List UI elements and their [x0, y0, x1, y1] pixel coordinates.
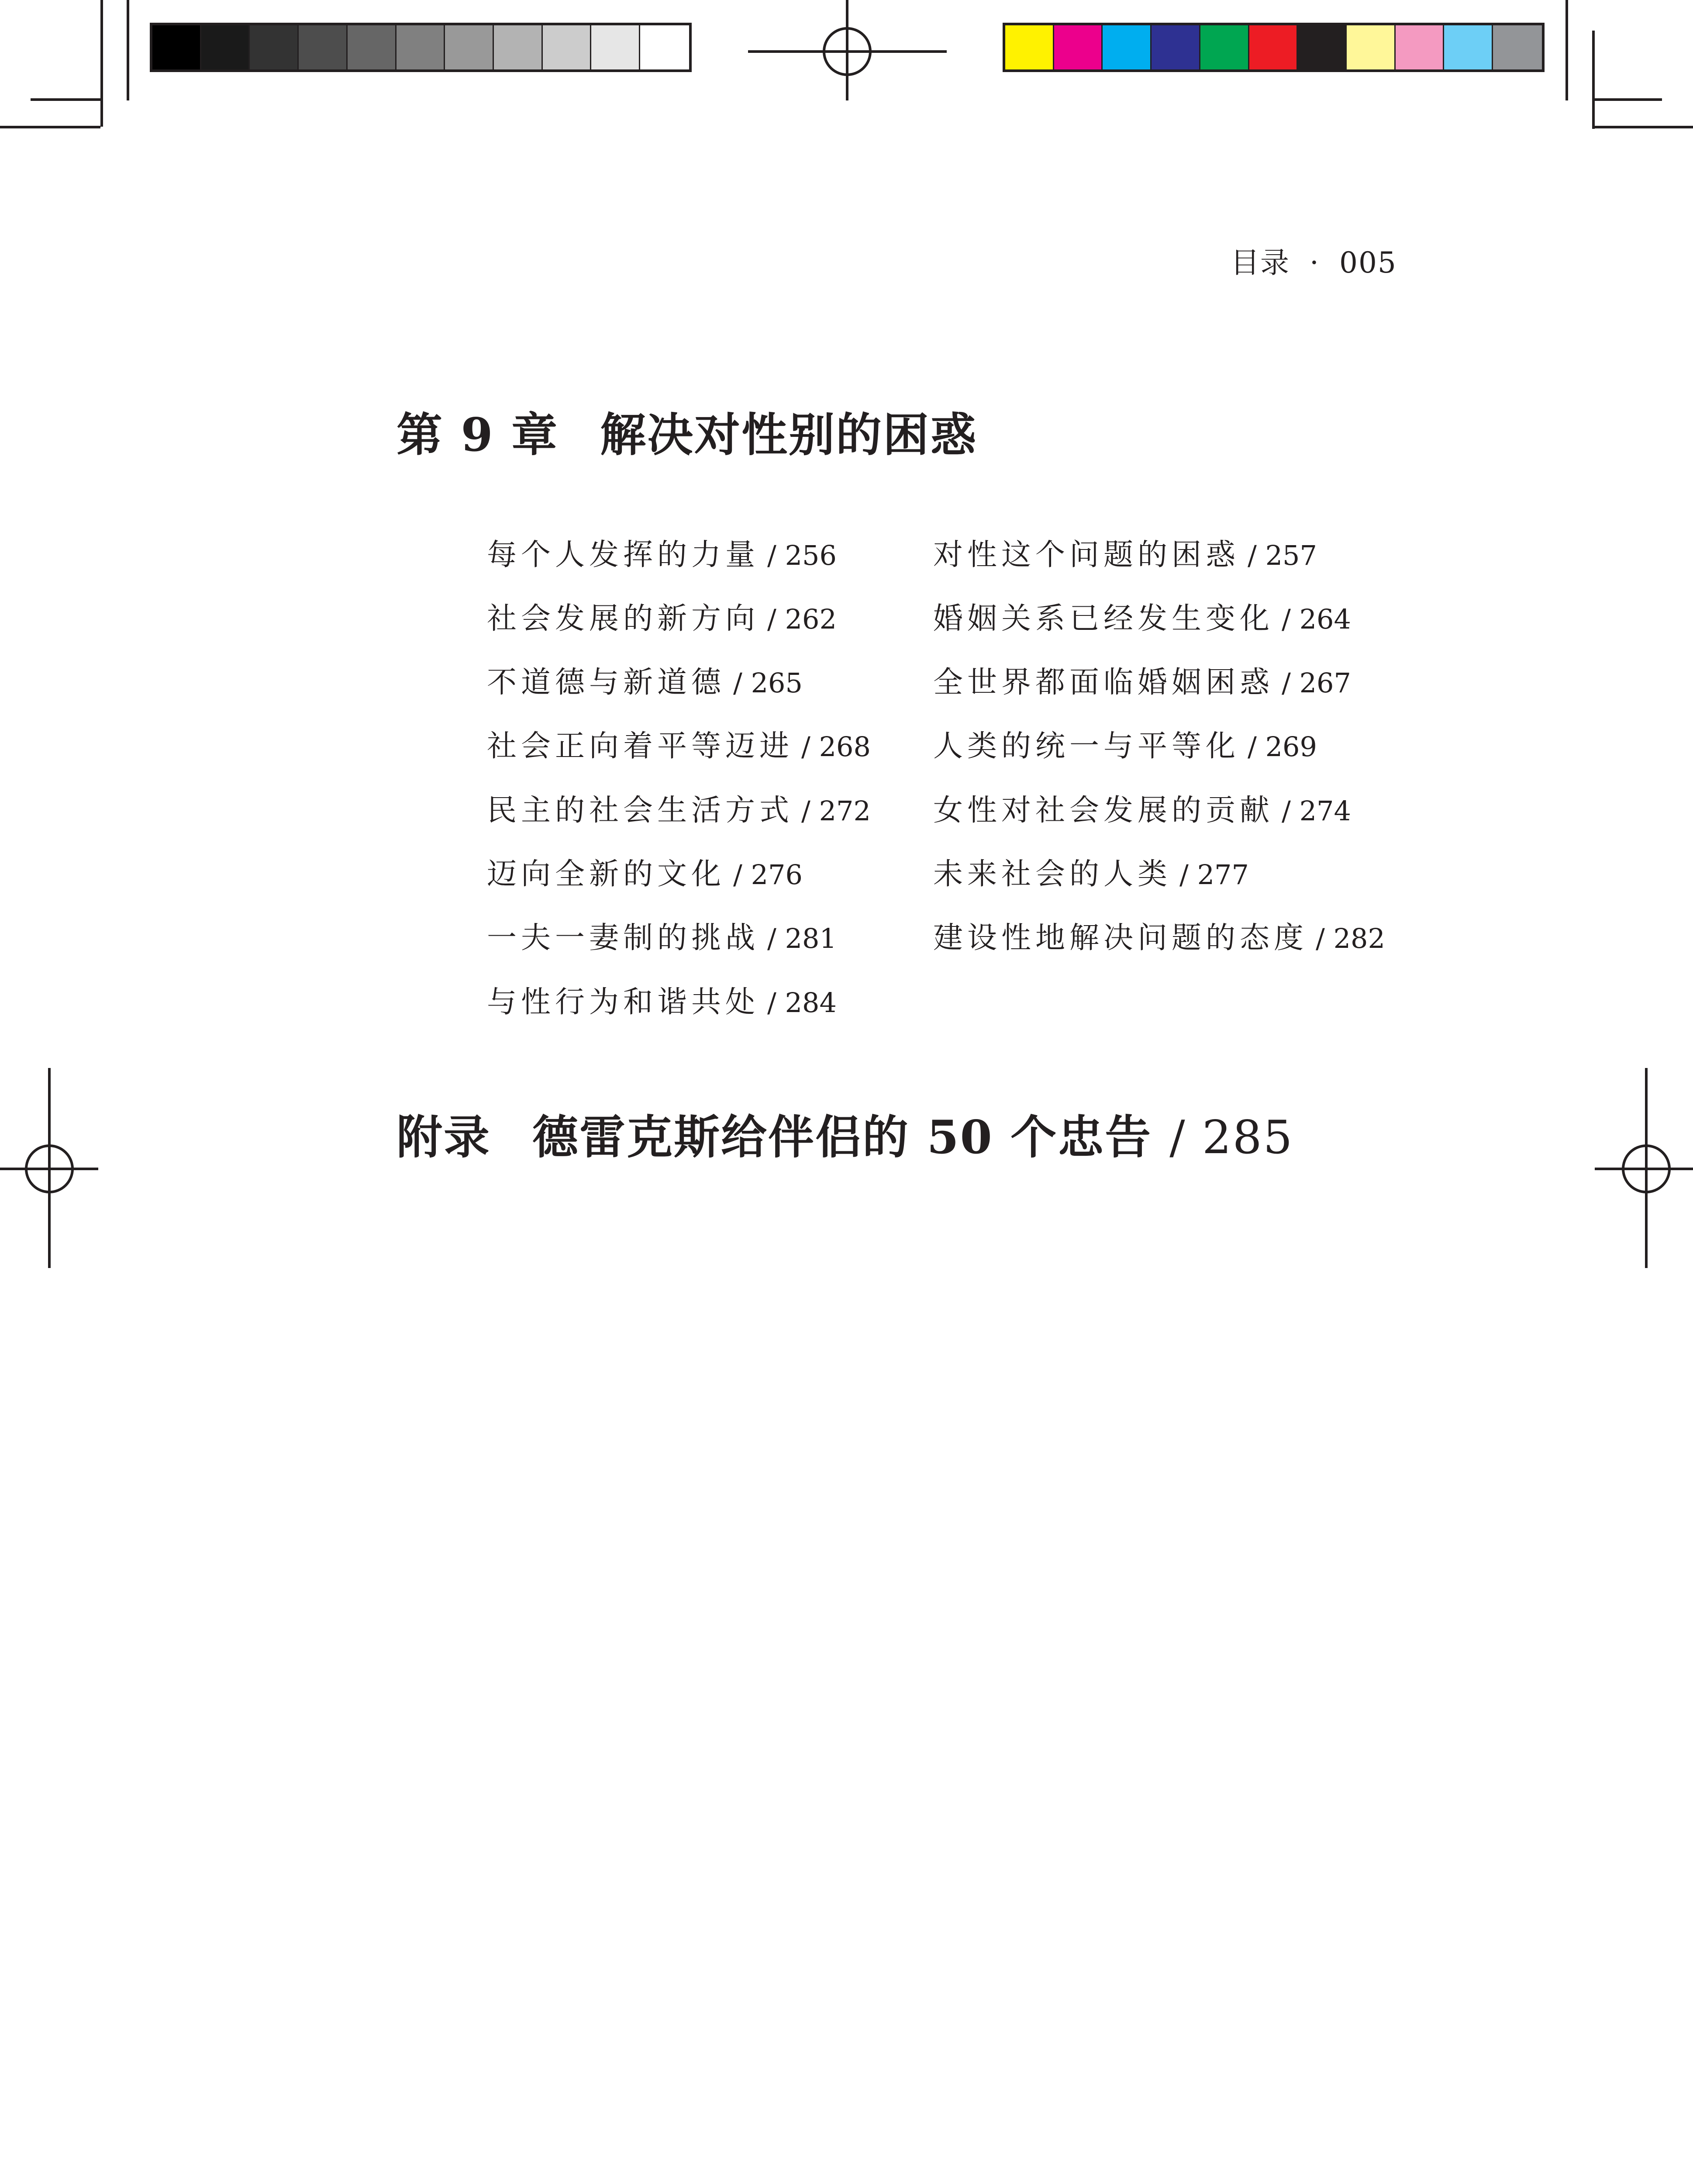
toc-entry[interactable]	[933, 595, 1351, 637]
chapter-label: 第 9 章	[397, 408, 559, 462]
toc-entry-title: 不道德与新道德	[487, 665, 726, 700]
running-head	[1231, 239, 1397, 281]
toc-entry-title: 与性行为和谐共处	[487, 985, 760, 1019]
toc-entry-title: 一夫一妻制的挑战	[487, 921, 760, 955]
toc-entry-title: 未来社会的人类	[933, 857, 1172, 892]
color-swatch	[1493, 25, 1542, 69]
registration-mark	[25, 1144, 74, 1193]
toc-entry[interactable]	[487, 978, 837, 1021]
color-swatch	[1249, 25, 1298, 69]
toc-entry-page: / 272	[801, 795, 871, 827]
toc-entry[interactable]	[487, 850, 803, 893]
color-swatch	[1103, 25, 1152, 69]
appendix-page: / 285	[1169, 1111, 1294, 1164]
toc-entry[interactable]	[933, 659, 1351, 701]
toc-entry-page: / 276	[733, 859, 803, 891]
color-swatch	[250, 25, 299, 69]
color-swatch	[1200, 25, 1249, 69]
color-swatch	[397, 25, 445, 69]
grayscale-color-bar	[150, 23, 692, 72]
toc-entry-page: / 265	[733, 667, 803, 699]
toc-entry-title: 建设性地解决问题的态度	[933, 921, 1308, 955]
registration-mark	[1622, 1144, 1671, 1193]
color-swatch	[494, 25, 543, 69]
color-swatch	[1347, 25, 1396, 69]
running-head-section: 目录	[1231, 246, 1290, 280]
toc-entry-title: 每个人发挥的力量	[487, 538, 760, 572]
toc-entry-page: / 256	[767, 539, 837, 571]
toc-entry-page: / 257	[1248, 539, 1317, 571]
toc-entry[interactable]	[933, 722, 1317, 765]
color-swatch	[543, 25, 592, 69]
color-swatch	[1054, 25, 1103, 69]
toc-entry-title: 全世界都面临婚姻困惑	[933, 665, 1274, 700]
toc-entry-page: / 277	[1179, 859, 1249, 891]
crop-mark	[100, 0, 103, 127]
process-color-bar	[1003, 23, 1545, 72]
crop-mark	[1565, 0, 1568, 100]
toc-entry-title: 女性对社会发展的贡献	[933, 793, 1274, 828]
toc-entry-page: / 262	[767, 603, 837, 635]
chapter-title: 解决对性别的困惑	[600, 408, 978, 462]
toc-entry[interactable]	[487, 531, 837, 574]
toc-entry-page: / 268	[801, 731, 871, 763]
toc-entry-page: / 269	[1248, 731, 1317, 763]
appendix-heading[interactable]	[397, 1101, 1293, 1167]
color-swatch	[1005, 25, 1054, 69]
toc-entry[interactable]	[487, 722, 871, 765]
color-swatch	[1298, 25, 1347, 69]
chapter-heading	[397, 398, 977, 464]
toc-entry[interactable]	[487, 914, 837, 957]
crop-mark	[0, 126, 100, 128]
running-head-separator: ·	[1309, 246, 1320, 280]
crop-mark	[1592, 31, 1595, 129]
toc-entry-page: / 267	[1282, 667, 1351, 699]
color-swatch	[640, 25, 689, 69]
toc-entry-page: / 281	[767, 923, 837, 954]
color-swatch	[445, 25, 494, 69]
color-swatch	[1152, 25, 1200, 69]
toc-entry-title: 人类的统一与平等化	[933, 729, 1240, 764]
toc-entry[interactable]	[487, 659, 803, 701]
color-swatch	[591, 25, 640, 69]
crop-mark	[1592, 98, 1662, 101]
toc-entry[interactable]	[933, 531, 1317, 574]
crop-mark	[31, 98, 100, 101]
color-swatch	[299, 25, 348, 69]
toc-entry-page: / 282	[1316, 923, 1385, 954]
toc-entry-title: 迈向全新的文化	[487, 857, 726, 892]
toc-entry[interactable]	[487, 787, 871, 829]
crop-mark	[1592, 126, 1693, 128]
toc-entry-page: / 264	[1282, 603, 1351, 635]
toc-entry-title: 社会发展的新方向	[487, 601, 760, 636]
color-swatch	[1444, 25, 1493, 69]
color-swatch	[1396, 25, 1445, 69]
toc-entry-page: / 274	[1282, 795, 1351, 827]
toc-entry-title: 社会正向着平等迈进	[487, 729, 794, 764]
toc-entry[interactable]	[933, 914, 1385, 957]
registration-mark	[823, 27, 872, 76]
color-swatch	[348, 25, 397, 69]
running-head-page: 005	[1339, 246, 1397, 280]
color-swatch	[201, 25, 250, 69]
appendix-title: 德雷克斯给伴侣的 50 个忠告	[532, 1110, 1152, 1164]
toc-entry-title: 婚姻关系已经发生变化	[933, 601, 1274, 636]
toc-entry-title: 民主的社会生活方式	[487, 793, 794, 828]
toc-entry[interactable]	[933, 787, 1351, 829]
toc-entry[interactable]	[487, 595, 837, 637]
appendix-label: 附录	[397, 1110, 491, 1164]
toc-entry-title: 对性这个问题的困惑	[933, 538, 1240, 572]
toc-entry-page: / 284	[767, 987, 837, 1019]
toc-entry[interactable]	[933, 850, 1249, 893]
color-swatch	[152, 25, 201, 69]
crop-mark	[127, 0, 129, 100]
